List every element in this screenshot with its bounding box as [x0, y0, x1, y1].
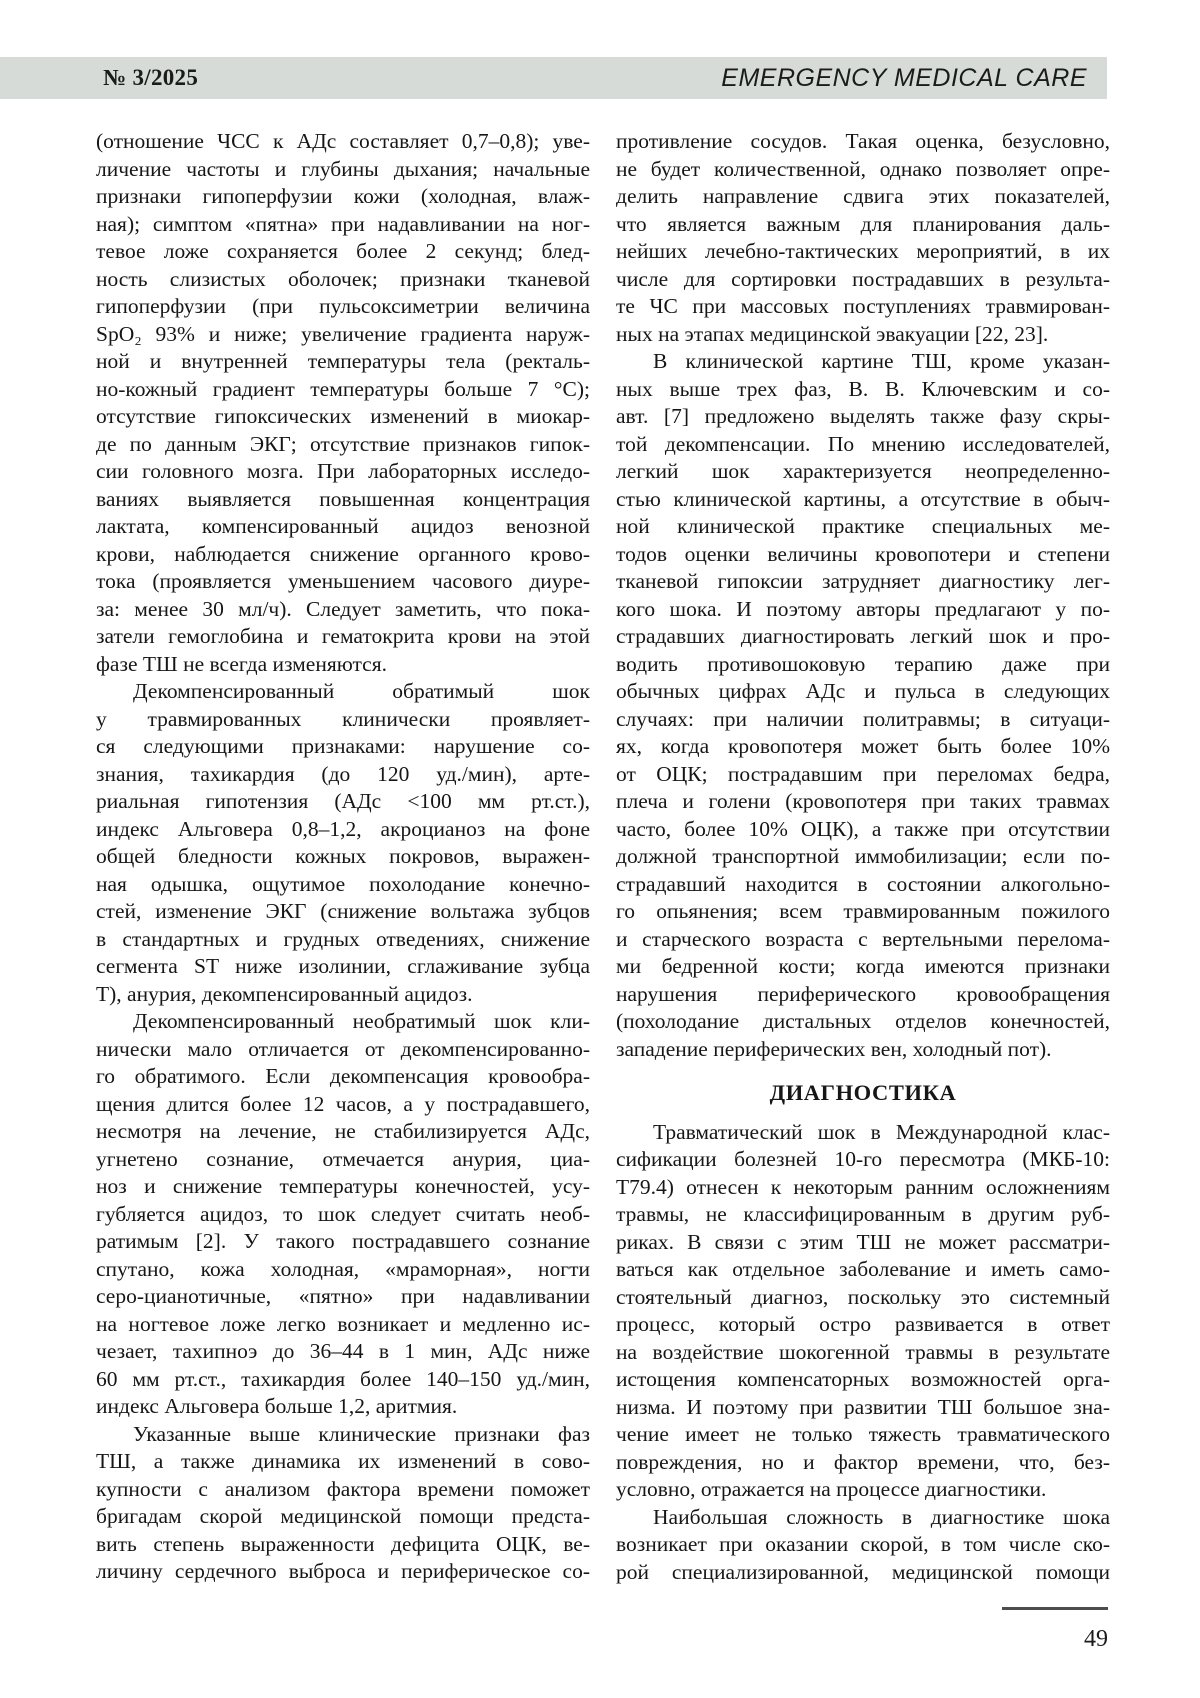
text-line: Декомпенсированный обратимый шок	[133, 679, 590, 703]
journal-title: EMERGENCY MEDICAL CARE	[721, 64, 1087, 92]
paragraph	[616, 1119, 1110, 1504]
text-line: водить противошоковую терапию даже при	[616, 651, 1110, 676]
text-line: общей бледности кожных покровов, выражен-	[96, 844, 590, 868]
text-line: низма. И поэтому при развитии ТШ большое зна-	[616, 1394, 1110, 1419]
page-header	[0, 57, 1107, 99]
text-line: страдавших диагностировать легкий шок и про-	[616, 624, 1110, 648]
text-line: индекс Альговера 0,8–1,2, акроцианоз на фоне	[96, 816, 590, 841]
text-line: тканевой гипоксии затрудняет диагностику лег-	[616, 569, 1110, 593]
text-line: сификации болезней 10-го пересмотра (МКБ-10:	[616, 1147, 1110, 1171]
text-line: Наибольшая сложность в диагностике шока	[653, 1504, 1110, 1529]
text-line: обычных цифрах АДс и пульса в следующих	[616, 679, 1110, 703]
text-line: ТШ, а также динамика их изменений в сово-	[96, 1449, 590, 1473]
text-line: от ОЦК; пострадавшим при переломах бедра,	[616, 761, 1110, 786]
text-line: ваниях выявляется повышенная концентрация	[96, 486, 590, 511]
section-heading: ДИАГНОСТИКА	[769, 1080, 957, 1105]
text-line: личение частоты и глубины дыхания; начальные	[96, 156, 590, 181]
text-line: (отношение ЧСС к АДс составляет 0,7–0,8); уве-	[96, 129, 590, 153]
text-line: той декомпенсации. По мнению исследователей,	[616, 431, 1110, 456]
text-line: бригадам скорой медицинской помощи предста-	[96, 1504, 590, 1528]
text-line: личину сердечного выброса и периферическое со-	[96, 1559, 590, 1583]
text-line: нически мало отличается от декомпенсированно-	[96, 1036, 590, 1061]
text-line: признаки гипоперфузии кожи (холодная, влаж-	[96, 184, 590, 208]
text-line: ной клинической практике специальных ме-	[616, 514, 1110, 538]
text-line: 60 мм рт.ст., тахикардия более 140–150 уд./мин,	[96, 1366, 590, 1391]
text-column-right	[616, 128, 1110, 1586]
text-line: на ногтевое ложе легко возникает и медленно ис-	[96, 1311, 590, 1336]
article-body	[96, 128, 1110, 1586]
text-line: в стандартных и грудных отведениях, снижение	[96, 926, 590, 951]
text-line: нейших лечебно-тактических мероприятий, в их	[616, 239, 1110, 263]
text-line: травмы, не классифицированным в другим руб-	[616, 1202, 1110, 1226]
text-line: (похолодание дистальных отделов конечностей,	[616, 1009, 1110, 1033]
text-line: Т79.4) отнесен к некоторым ранним осложнениям	[616, 1174, 1110, 1199]
text-line: ся следующими признаками: нарушение со-	[96, 734, 590, 758]
text-line: ваться как отдельное заболевание и иметь само-	[616, 1257, 1110, 1281]
text-line: сегмента ST ниже изолинии, сглаживание зубца	[96, 954, 590, 978]
text-line: что является важным для планирования даль-	[616, 211, 1110, 236]
text-line: отсутствие гипоксических изменений в миокар-	[96, 404, 590, 428]
text-line: противление сосудов. Такая оценка, безусловно,	[616, 129, 1110, 153]
text-line: ратимым [2]. У такого пострадавшего сознание	[96, 1229, 590, 1253]
text-line: страдавший находится в состоянии алкогольно-	[616, 871, 1110, 896]
text-line: де по данным ЭКГ; отсутствие признаков гипок-	[96, 431, 590, 456]
page-number: 49	[1084, 1626, 1108, 1652]
text-line: делить направление сдвига этих показателей,	[616, 184, 1110, 208]
text-line: тевое ложе сохраняется более 2 секунд; блед-	[96, 239, 590, 263]
text-column-left	[96, 128, 590, 1586]
text-line: Декомпенсированный необратимый шок кли-	[133, 1009, 590, 1033]
text-line: ноз и снижение температуры конечностей, усу-	[96, 1174, 590, 1198]
paragraph	[616, 1504, 1110, 1587]
paragraph	[96, 1421, 590, 1586]
text-line: лактата, компенсированный ацидоз венозной	[96, 514, 590, 538]
text-line: чение имеет не только тяжесть травматического	[616, 1422, 1110, 1446]
text-line: ных на этапах медицинской эвакуации [22, 23].	[616, 321, 1049, 346]
paragraph	[96, 678, 590, 1008]
text-line: го опьянения; всем травмированным пожилого	[616, 899, 1110, 923]
text-line: вить степень выраженности дефицита ОЦК, ве-	[96, 1531, 590, 1556]
issue-number: № 3/2025	[103, 65, 199, 90]
text-line: авт. [7] предложено выделять также фазу скры-	[616, 404, 1110, 428]
text-line: у травмированных клинически проявляет-	[96, 706, 590, 731]
text-line: не будет количественной, однако позволяет опре-	[616, 156, 1110, 181]
paragraph	[96, 128, 590, 678]
text-line: губляется ацидоз, то шок следует считать необ-	[96, 1201, 590, 1226]
text-line: чезает, тахипноэ до 36–44 в 1 мин, АДс ниже	[96, 1339, 590, 1363]
text-line: ми бедренной кости; когда имеются признаки	[616, 954, 1110, 978]
text-line: легкий шок характеризуется неопределенно-	[616, 459, 1110, 483]
text-line: Травматический шок в Международной клас-	[653, 1119, 1110, 1144]
text-line: серо-цианотичные, «пятно» при надавливании	[96, 1284, 590, 1308]
paragraph	[616, 348, 1110, 1063]
text-line: стей, изменение ЭКГ (снижение вольтажа зубцов	[96, 899, 590, 923]
text-line: условно, отражается на процессе диагностики.	[616, 1477, 1047, 1501]
text-line: несмотря на лечение, не стабилизируется АДс,	[96, 1119, 590, 1143]
text-line: купности с анализом фактора времени поможет	[96, 1476, 590, 1501]
text-line: на воздействие шокогенной травмы в результате	[616, 1339, 1110, 1364]
text-line: спутано, кожа холодная, «мраморная», ногти	[96, 1256, 590, 1281]
text-line: и старческого возраста с вертельными перелома-	[616, 926, 1110, 951]
text-line: ной и внутренней температуры тела (ректаль-	[96, 349, 590, 373]
text-line: знания, тахикардия (до 120 уд./мин), арте-	[96, 761, 590, 786]
text-line: повреждения, но и фактор времени, что, без-	[616, 1449, 1110, 1474]
text-line: индекс Альговера больше 1,2, аритмия.	[96, 1394, 458, 1418]
text-line: те ЧС при массовых поступлениях травмирован-	[616, 294, 1110, 318]
text-line: истощения компенсаторных возможностей орга-	[616, 1367, 1110, 1391]
text-line: но-кожный градиент температуры больше 7 °С);	[96, 376, 590, 401]
text-line: ность слизистых оболочек; признаки тканевой	[96, 266, 590, 291]
text-line: рой специализированной, медицинской помощи	[616, 1559, 1110, 1584]
text-line: угнетено сознание, отмечается анурия, циа-	[96, 1146, 590, 1171]
text-line: SpO₂ 93% и ниже; увеличение градиента наруж-	[96, 321, 590, 346]
text-line: стоятельный диагноз, поскольку это системный	[616, 1284, 1110, 1309]
text-line: нарушения периферического кровообращения	[616, 981, 1110, 1006]
text-line: западение периферических вен, холодный пот).	[616, 1036, 1052, 1061]
text-line: стью клинической картины, а отсутствие в обыч-	[616, 486, 1110, 511]
text-line: сии головного мозга. При лабораторных исследо-	[96, 459, 590, 483]
text-line: Указанные выше клинические признаки фаз	[133, 1421, 590, 1446]
text-line: риках. В связи с этим ТШ не может рассматри-	[616, 1229, 1110, 1254]
text-line: ная одышка, ощутимое похолодание конечно-	[96, 871, 590, 896]
text-line: за: менее 30 мл/ч). Следует заметить, что пока-	[96, 596, 590, 621]
text-line: тодов оценки величины кровопотери и степени	[616, 541, 1110, 566]
text-line: случаях: при наличии политравмы; в ситуаци-	[616, 706, 1110, 731]
text-line: В клинической картине ТШ, кроме указан-	[653, 349, 1110, 373]
text-line: ях, когда кровопотеря может быть более 10%	[616, 734, 1110, 758]
text-line: T), анурия, декомпенсированный ацидоз.	[96, 981, 473, 1006]
text-line: возникает при оказании скорой, в том числе ско-	[616, 1532, 1110, 1556]
text-line: риальная гипотензия (АДс <100 мм рт.ст.),	[96, 789, 590, 813]
text-line: тока (проявляется уменьшением часового диуре-	[96, 569, 590, 593]
text-line: затели гемоглобина и гематокрита крови на этой	[96, 624, 590, 648]
text-line: щения длится более 12 часов, а у пострадавшего,	[96, 1091, 590, 1116]
paragraph	[96, 1008, 590, 1421]
text-line: плеча и голени (кровопотеря при таких травмах	[616, 789, 1110, 813]
text-line: го обратимого. Если декомпенсация кровообра-	[96, 1064, 590, 1088]
text-line: гипоперфузии (при пульсоксиметрии величина	[96, 294, 590, 318]
text-line: кого шока. И поэтому авторы предлагают у по-	[616, 596, 1110, 621]
text-line: процесс, который остро развивается в ответ	[616, 1312, 1110, 1336]
footer-rule	[1002, 1607, 1108, 1610]
paragraph	[616, 128, 1110, 348]
text-line: часто, более 10% ОЦК), а также при отсутствии	[616, 816, 1110, 841]
text-line: ных выше трех фаз, В. В. Ключевским и со-	[616, 376, 1110, 401]
text-line: числе для сортировки пострадавших в результа-	[616, 266, 1110, 291]
text-line: должной транспортной иммобилизации; если по-	[616, 844, 1110, 868]
text-line: ная); симптом «пятна» при надавливании на ног-	[96, 211, 590, 236]
text-line: фазе ТШ не всегда изменяются.	[96, 651, 387, 676]
text-line: крови, наблюдается снижение органного крово-	[96, 541, 590, 566]
